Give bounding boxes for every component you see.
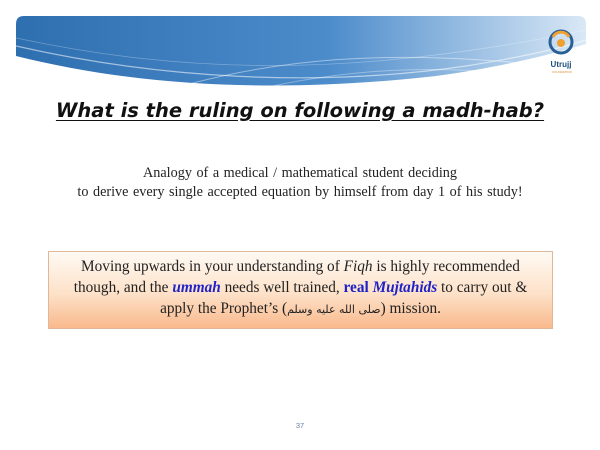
logo-emblem-icon [541, 27, 581, 59]
analogy-line-1: Analogy of a medical / mathematical student deciding [143, 165, 457, 181]
utrujj-logo [541, 27, 581, 79]
logo-name: Utrujj [550, 60, 572, 69]
callout-text: to carry out & [437, 279, 528, 296]
page-number: 37 [295, 421, 305, 430]
arabic-salutation: صلى الله عليه وسلم [287, 303, 381, 316]
callout-text: is highly recommended [372, 258, 520, 275]
header-banner [16, 16, 586, 100]
mujtahids-word: Mujtahids [372, 279, 438, 296]
callout-line-3 [49, 298, 552, 320]
callout-box [48, 251, 553, 329]
ummah-term: ummah [172, 279, 221, 296]
callout-text: Moving upwards in your understanding of [81, 258, 344, 275]
fiqh-term: Fiqh [343, 258, 373, 275]
callout-text: needs well trained, [220, 279, 344, 296]
analogy-line-2: to derive every single accepted equation by himself from day 1 of his study! [77, 184, 523, 200]
real-word: real [343, 279, 373, 296]
slide-title: What is the ruling on following a madh-hab? [55, 99, 545, 122]
callout-text: apply the Prophet’s ( [160, 300, 288, 317]
callout-line-1 [49, 256, 552, 277]
real-mujtahids-term [344, 279, 438, 296]
callout-text: ) mission. [380, 300, 441, 317]
callout-text: though, and the [73, 279, 173, 296]
callout-line-2 [49, 277, 552, 298]
logo-tagline: FOUNDATION [552, 70, 572, 74]
